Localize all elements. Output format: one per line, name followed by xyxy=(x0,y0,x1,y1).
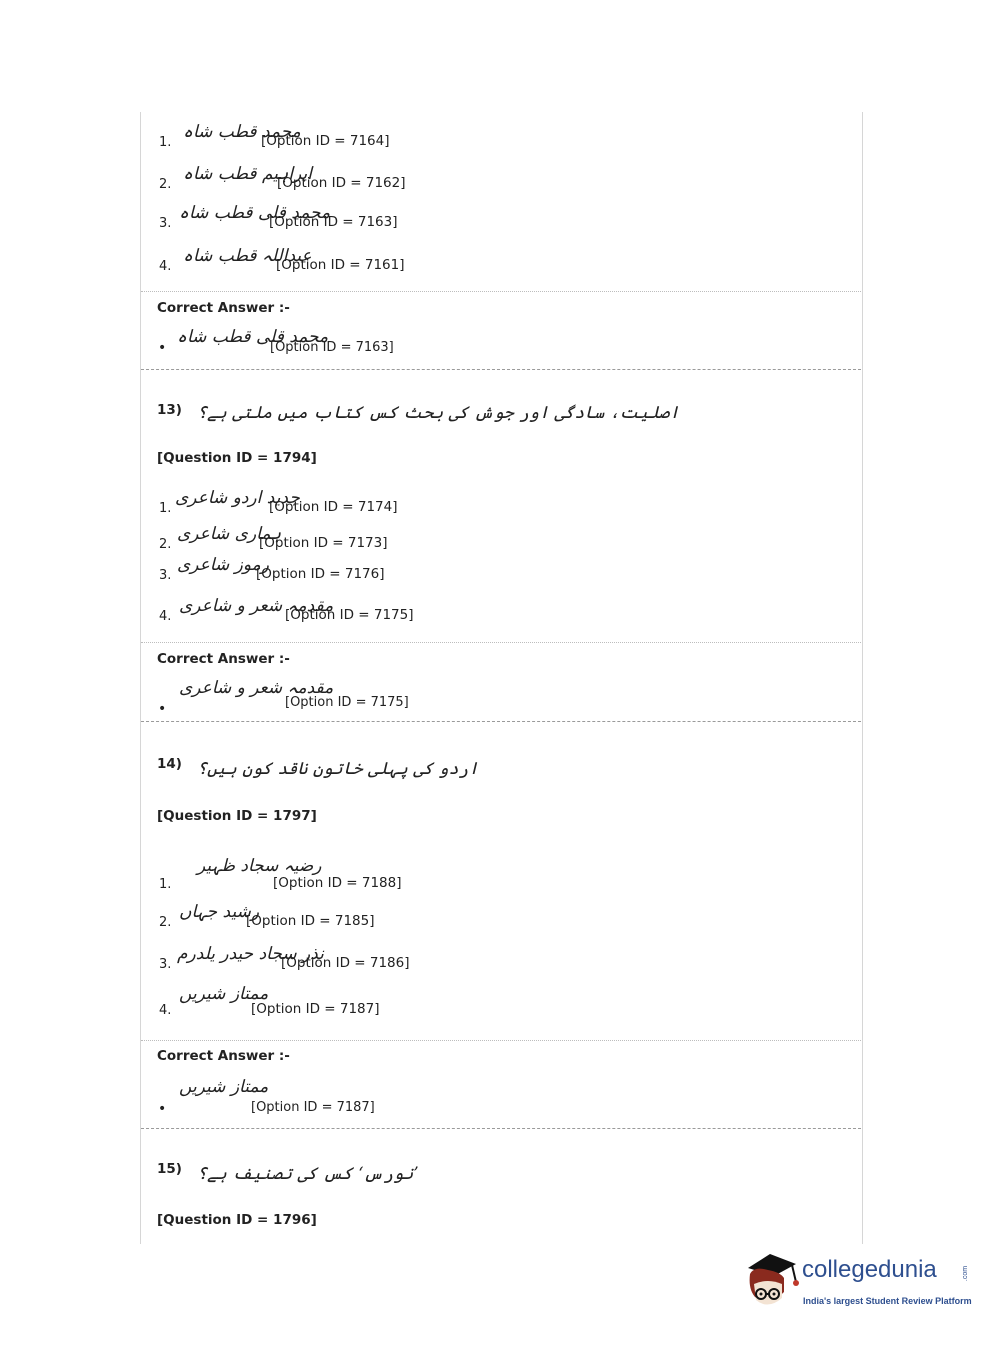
question-number: 15) xyxy=(157,1161,182,1177)
q14-option-4: 4. ممتاز شیریں [Option ID = 7187] xyxy=(159,984,380,1018)
question-text: اصلیت، سادگی اور جوش کی بحث کس کتاب میں ملتی ہے؟ xyxy=(197,403,680,423)
question-id: [Question ID = 1797] xyxy=(157,808,317,824)
q13-option-1: 1. جدید اردو شاعری [Option ID = 7174] xyxy=(159,488,398,516)
question-id: [Question ID = 1794] xyxy=(157,450,317,466)
correct-answer-label: Correct Answer :- xyxy=(157,1048,290,1064)
correct-answer-label: Correct Answer :- xyxy=(157,651,290,667)
question-text: اردو کی پہلی خاتون ناقد کون ہیں؟ xyxy=(197,759,479,779)
q14-option-1: 1. رضیہ سجاد ظہیر [Option ID = 7188] xyxy=(159,856,402,892)
q12-option-1: 1. محمد قطب شاہ [Option ID = 7164] xyxy=(159,122,390,150)
question-number: 14) xyxy=(157,756,182,772)
mascot-icon xyxy=(740,1248,800,1314)
question-number: 13) xyxy=(157,402,182,418)
q13-option-3: 3. رموز شاعری [Option ID = 7176] xyxy=(159,555,385,583)
brand-domain: .com xyxy=(962,1265,970,1282)
q14-option-2: 2. رشید جہاں [Option ID = 7185] xyxy=(159,902,375,930)
q12-option-4: 4. عبداللہ قطب شاہ [Option ID = 7161] xyxy=(159,246,405,274)
q13-option-2: 2. ہماری شاعری [Option ID = 7173] xyxy=(159,524,388,552)
q14-option-3: 3. نذر سجاد حیدر یلدرم [Option ID = 7186] xyxy=(159,944,410,972)
brand-name: collegedunia xyxy=(802,1256,937,1283)
q12-option-3: 3. محمد قلی قطب شاہ [Option ID = 7163] xyxy=(159,203,398,231)
brand-tagline: India's largest Student Review Platform xyxy=(803,1296,972,1306)
question-text: ’نورس‘ کس کی تصنیف ہے؟ xyxy=(197,1164,419,1184)
correct-answer-label: Correct Answer :- xyxy=(157,300,290,316)
q12-option-2: 2. ابراہیم قطب شاہ [Option ID = 7162] xyxy=(159,164,406,192)
q14-correct-answer: Correct Answer :- • ممتاز شیریں [Option ID = 7187] xyxy=(157,1048,375,1117)
q13-correct-answer: Correct Answer :- • مقدمہ شعر و شاعری [Option ID = 7175] xyxy=(157,651,409,717)
q12-correct-answer: Correct Answer :- • محمد قلی قطب شاہ [Option ID = 7163] xyxy=(157,300,394,356)
collegedunia-logo xyxy=(740,1248,980,1318)
question-id: [Question ID = 1796] xyxy=(157,1212,317,1228)
question-15 xyxy=(141,1129,861,1239)
q13-option-4: 4. مقدمہ شعر و شاعری [Option ID = 7175] xyxy=(159,596,414,624)
question-14 xyxy=(141,722,861,1042)
